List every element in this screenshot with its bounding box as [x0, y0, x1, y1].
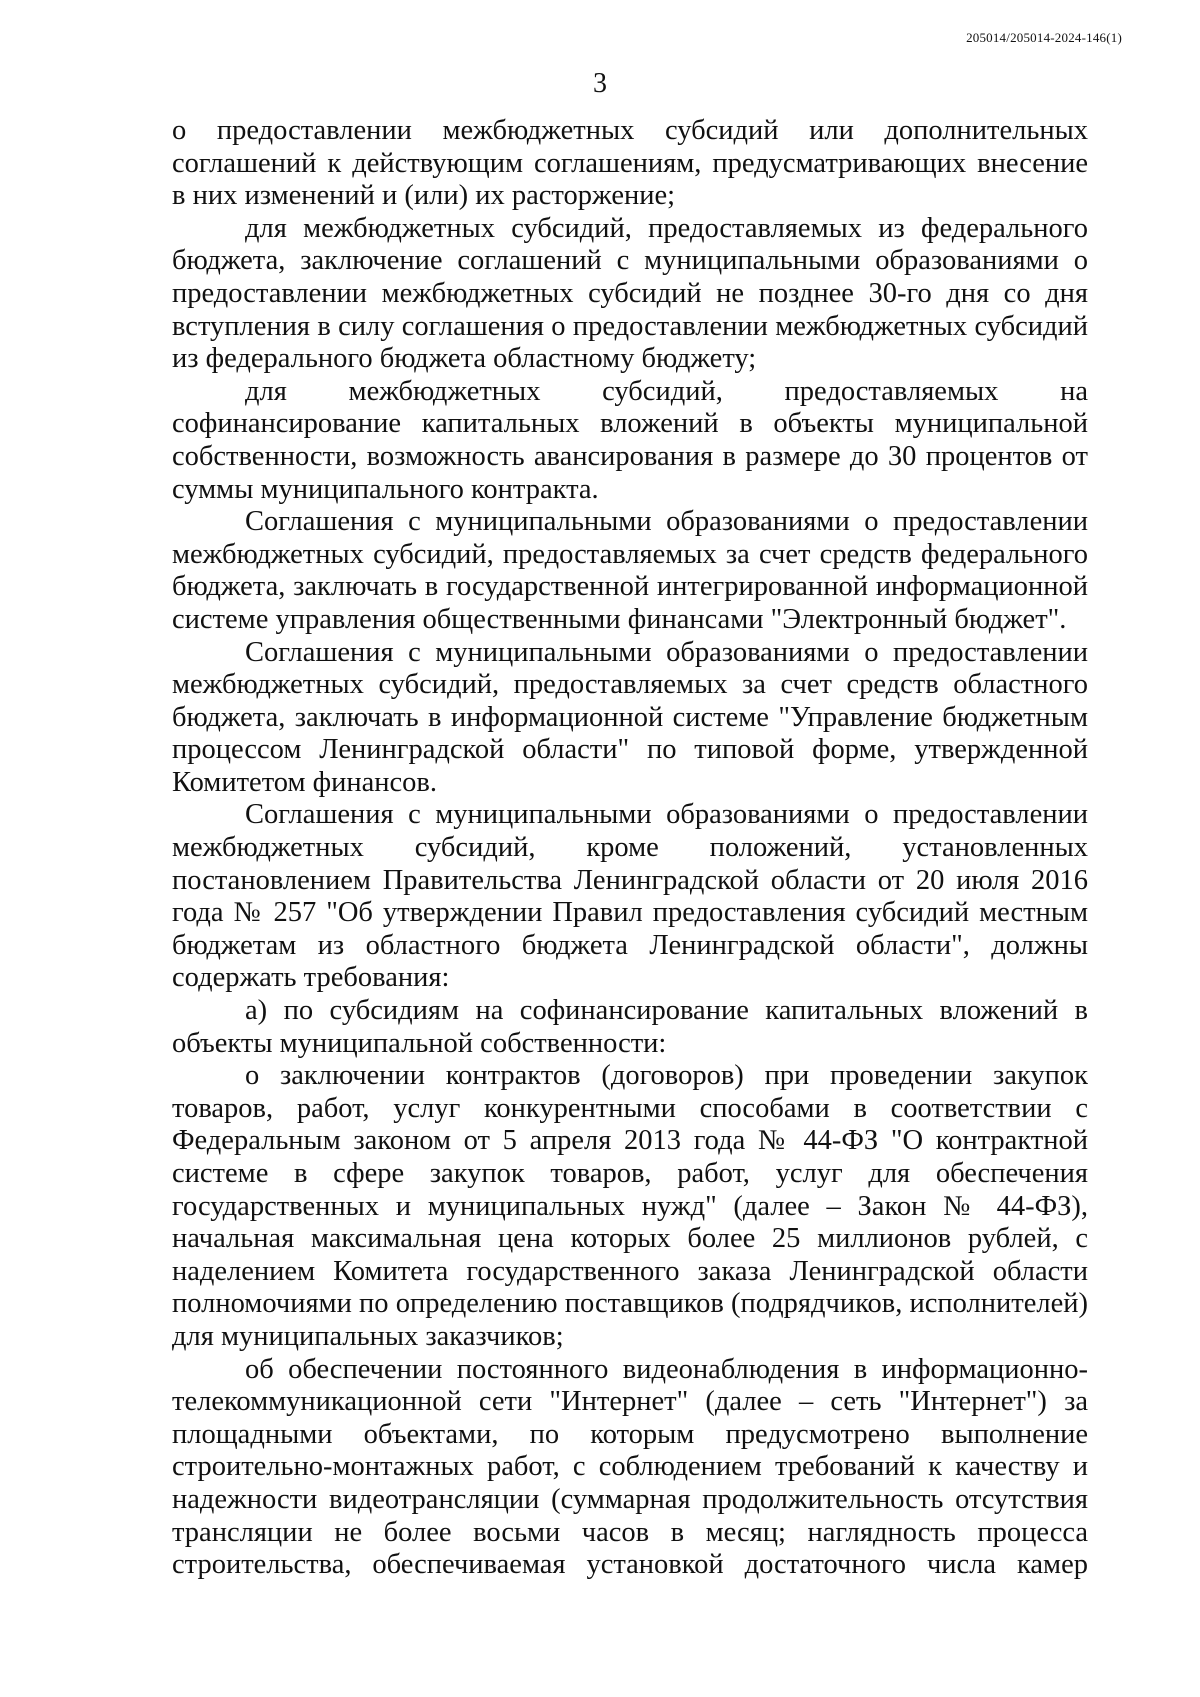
- paragraph: об обеспечении постоянного видеонаблюдения в информационно-телекоммуникационной сети "Интернет" (далее – сеть "Интернет") за площадными объектами, по которым предусмотрено выполнение строительно-монтажных работ, с соблюдением требований к качеству и надежности видеотрансляции (суммарная продолжительность отсутствия трансляции не более восьми часов в месяц; наглядность процесса строительства, обеспечиваемая установкой достаточного числа камер: [172, 1353, 1088, 1581]
- paragraph: Соглашения с муниципальными образованиями о предоставлении межбюджетных субсидий, кроме положений, установленных постановлением Правительства Ленинградской области от 20 июля 2016 года № 257 "Об утверждении Правил предоставления субсидий местным бюджетам из областного бюджета Ленинградской области", должны содержать требования:: [172, 799, 1088, 994]
- paragraph: о заключении контрактов (договоров) при проведении закупок товаров, работ, услуг конкурентными способами в соответствии с Федеральным законом от 5 апреля 2013 года № 44-ФЗ "О контрактной системе в сфере закупок товаров, работ, услуг для обеспечения государственных и муниципальных нужд" (далее – Закон № 44-ФЗ), начальная максимальная цена которых более 25 миллионов рублей, с наделением Комитета государственного заказа Ленинградской области полномочиями по определению поставщиков (подрядчиков, исполнителей) для муниципальных заказчиков;: [172, 1060, 1088, 1352]
- paragraph: Соглашения с муниципальными образованиями о предоставлении межбюджетных субсидий, предоставляемых за счет средств областного бюджета, заключать в информационной системе "Управление бюджетным процессом Ленинградской области" по типовой форме, утвержденной Комитетом финансов.: [172, 636, 1088, 798]
- paragraph: о предоставлении межбюджетных субсидий или дополнительных соглашений к действующим соглашениям, предусматривающих внесение в них изменений и (или) их расторжение;: [172, 115, 1088, 212]
- document-id: 205014/205014-2024-146(1): [966, 30, 1122, 45]
- document-body: [172, 115, 1088, 1582]
- page-number: 3: [593, 68, 607, 99]
- paragraph: а) по субсидиям на софинансирование капитальных вложений в объекты муниципальной собственности:: [172, 995, 1088, 1059]
- paragraph: для межбюджетных субсидий, предоставляемых на софинансирование капитальных вложений в объекты муниципальной собственности, возможность авансирования в размере до 30 процентов от суммы муниципального контракта.: [172, 375, 1088, 505]
- paragraph: для межбюджетных субсидий, предоставляемых из федерального бюджета, заключение соглашений с муниципальными образованиями о предоставлении межбюджетных субсидий не позднее 30-го дня со дня вступления в силу соглашения о предоставлении межбюджетных субсидий из федерального бюджета областному бюджету;: [172, 212, 1088, 375]
- paragraph: Соглашения с муниципальными образованиями о предоставлении межбюджетных субсидий, предоставляемых за счет средств федерального бюджета, заключать в государственной интегрированной информационной системе управления общественными финансами "Электронный бюджет".: [172, 506, 1088, 635]
